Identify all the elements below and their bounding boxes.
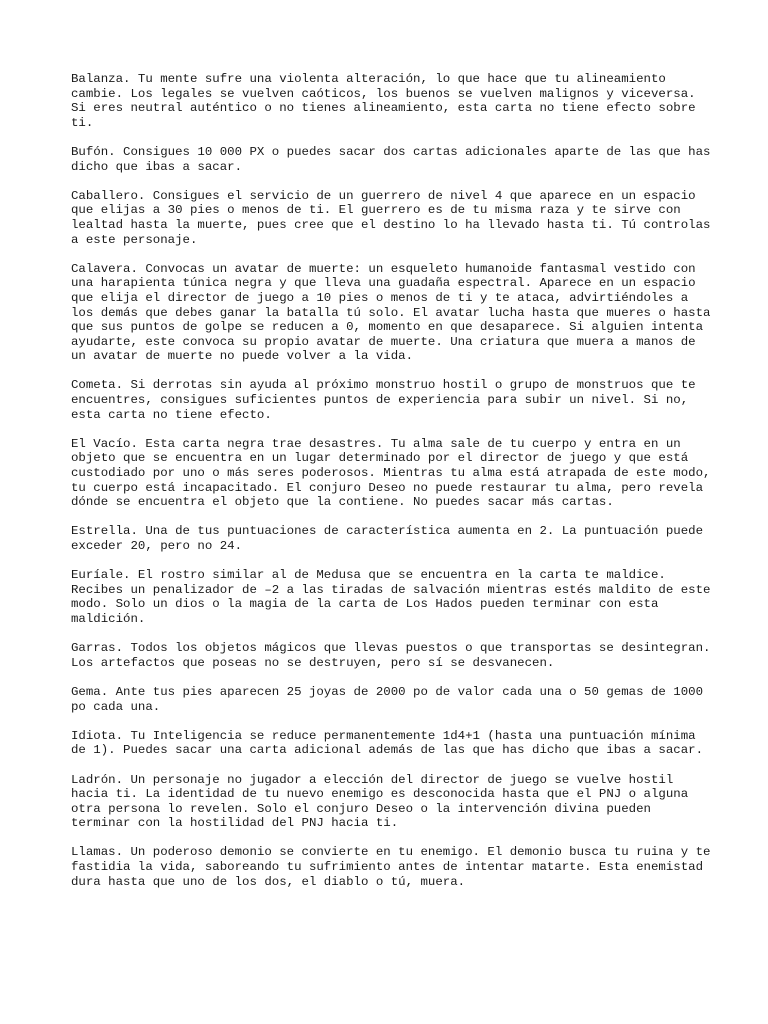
card-entry-estrella: Estrella. Una de tus puntuaciones de característica aumenta en 2. La puntuación puede exceder 20, pero no 24.	[71, 524, 704, 553]
document-page	[71, 72, 711, 904]
card-entry-idiota: Idiota. Tu Inteligencia se reduce permanentemente 1d4+1 (hasta una puntuación mínima de 1). Puedes sacar una carta adicional además de las que has dicho que ibas a sacar.	[71, 728, 704, 758]
card-entry-llamas: Llamas. Un poderoso demonio se convierte en tu enemigo. El demonio busca tu ruina y te fastidia la vida, saboreando tu sufrimiento antes de intentar matarte. Esta enemistad dura hasta que uno de los dos, el diablo o tú, muera.	[71, 845, 711, 889]
card-entry-gema: Gema. Ante tus pies aparecen 25 joyas de 2000 po de valor cada una o 50 gemas de 1000 po cada una.	[71, 684, 704, 714]
card-entry-cometa: Cometa. Si derrotas sin ayuda al próximo monstruo hostil o grupo de monstruos que te encuentres, consigues suficientes puntos de experiencia para subir un nivel. Si no, esta carta no tiene efecto.	[71, 378, 696, 422]
card-entry-el-vacio: El Vacío. Esta carta negra trae desastres. Tu alma sale de tu cuerpo y entra en un objeto que se encuentra en un lugar determinado por el director de juego y que está custodiado por uno o más seres poderosos. Mientras tu alma está atrapada de este modo, tu cuerpo está incapacitado. El conjuro Deseo no puede restaurar tu alma, pero revela dónde se encuentra el objeto que la contiene. No puedes sacar más cartas.	[71, 436, 711, 510]
card-entry-caballero: Caballero. Consigues el servicio de un guerrero de nivel 4 que aparece en un espacio que elijas a 30 pies o menos de ti. El guerrero es de tu misma raza y te sirve con lealtad hasta la muerte, pues cree que el destino lo ha llevado hasta ti. Tú controlas a este personaje.	[71, 188, 711, 247]
card-entry-ladron: Ladrón. Un personaje no jugador a elección del director de juego se vuelve hostil hacia ti. La identidad de tu nuevo enemigo es desconocida hasta que el PNJ o alguna otra persona lo revelen. Solo el conjuro Deseo o la intervención divina pueden terminar con la hostilidad del PNJ hacia ti.	[71, 772, 689, 831]
card-entry-calavera: Calavera. Convocas un avatar de muerte: un esqueleto humanoide fantasmal vestido con una harapienta túnica negra y que lleva una guadaña espectral. Aparece en un espacio que elija el director de juego a 10 pies o menos de ti y te ataca, advirtiéndoles a los demás que debes ganar la batalla tú solo. El avatar lucha hasta que mueres o hasta que sus puntos de golpe se reducen a 0, momento en que desaparece. Si alguien intenta ayudarte, este convoca su propio avatar de muerte. Una criatura que muera a manos de un avatar de muerte no puede volver a la vida.	[71, 261, 711, 364]
card-entry-bufon: Bufón. Consigues 10 000 PX o puedes sacar dos cartas adicionales aparte de las que has dicho que ibas a sacar.	[71, 144, 711, 174]
card-entry-balanza: Balanza. Tu mente sufre una violenta alteración, lo que hace que tu alineamiento cambie. Los legales se vuelven caóticos, los buenos se vuelven malignos y viceversa. Si eres neutral auténtico o no tienes alineamiento, esta carta no tiene efecto sobre ti.	[71, 72, 696, 130]
card-entry-euriale: Euríale. El rostro similar al de Medusa que se encuentra en la carta te maldice. Recibes un penalizador de –2 a las tiradas de salvación mientras estés maldito de este modo. Solo un dios o la magia de la carta de Los Hados pueden terminar con esta maldición.	[71, 568, 711, 626]
card-entry-garras: Garras. Todos los objetos mágicos que llevas puestos o que transportas se desintegran. Los artefactos que poseas no se destruyen, pero sí se desvanecen.	[71, 641, 711, 670]
